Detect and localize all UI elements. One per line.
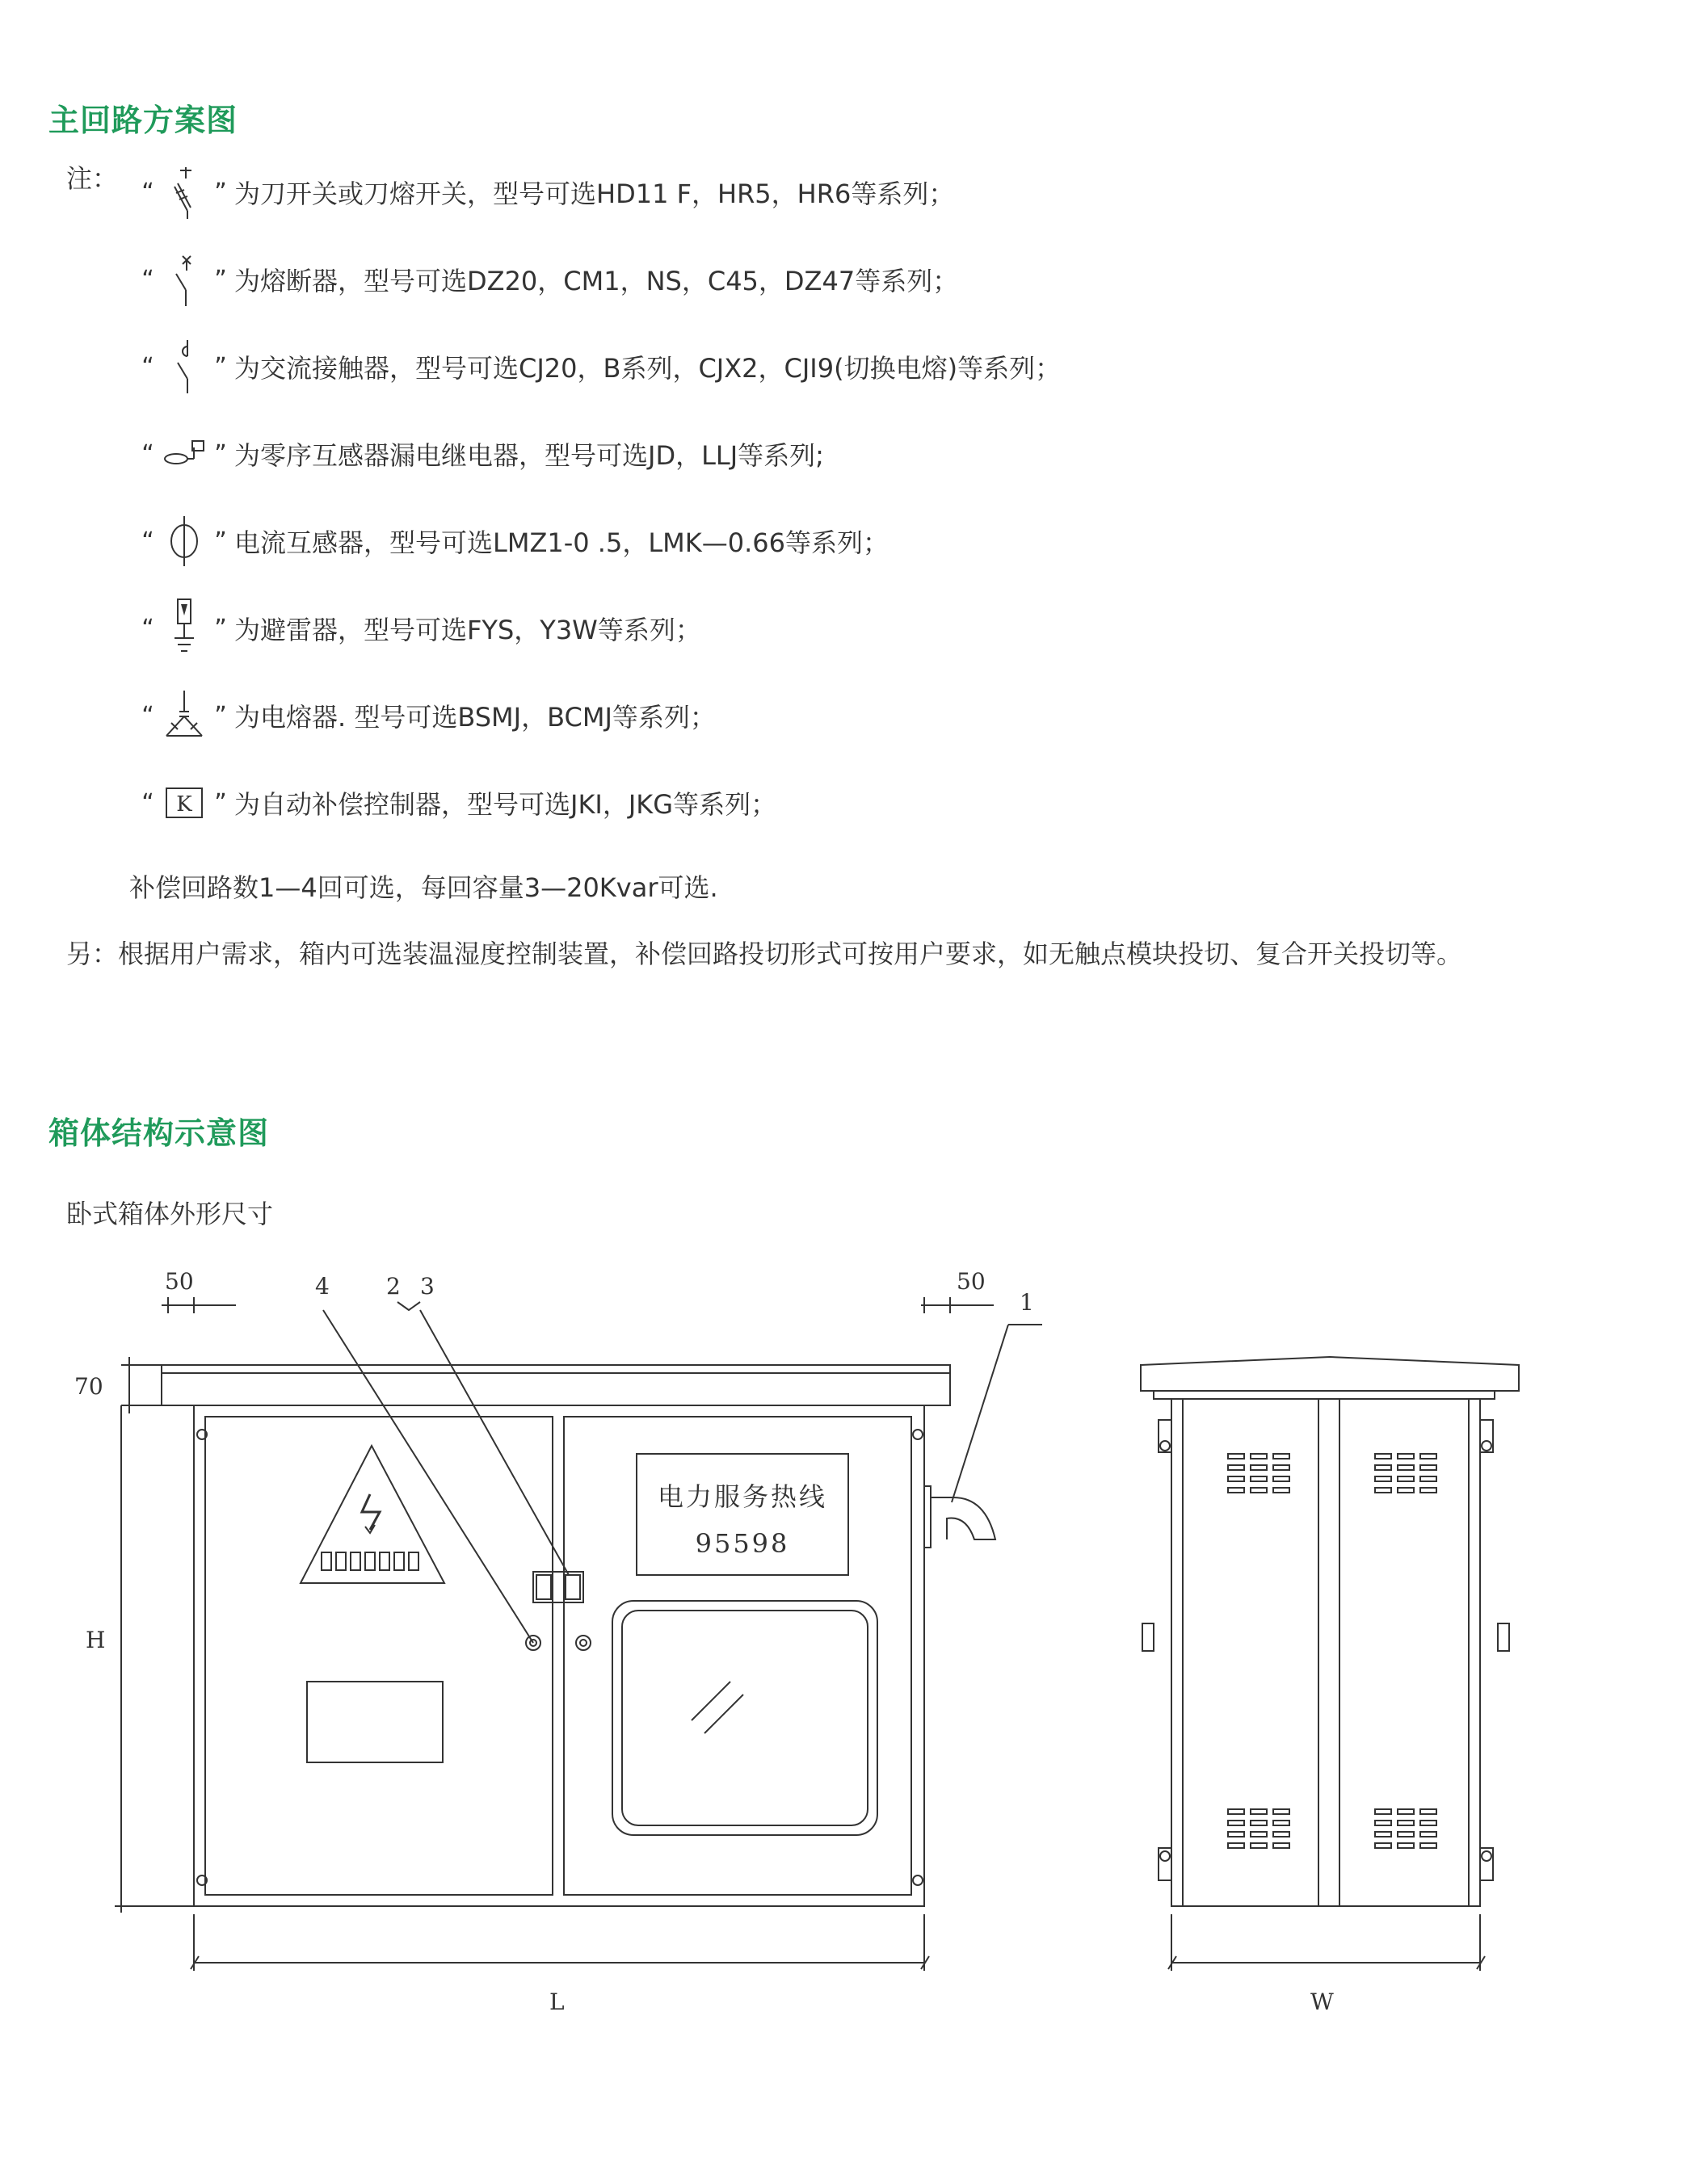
hotline-label: 电力服务热线 <box>657 1481 828 1512</box>
dim-label-w: W <box>1310 1989 1334 2015</box>
callout-leader-3 <box>420 1310 569 1575</box>
dim-label-h: H <box>86 1627 106 1653</box>
callout-number-2: 2 <box>386 1273 401 1300</box>
dim-label-50-left: 50 <box>165 1268 194 1295</box>
symbol-row-current-transformer: “ ” 电流互感器，型号可选LMZ1-0 .5，LMK—0.66等系列； <box>137 509 889 573</box>
dim-label-l: L <box>549 1989 565 2015</box>
callout-leader-1 <box>952 1325 1008 1502</box>
dim-label-70: 70 <box>74 1373 103 1400</box>
vent-louvers <box>1228 1454 1436 1848</box>
symbol-description: 为熔断器，型号可选DZ20，CM1，NS，C45，DZ47等系列； <box>234 266 959 296</box>
door-handle-right <box>566 1575 580 1599</box>
symbol-description: 为电熔器. 型号可选BSMJ，BCMJ等系列； <box>234 702 716 733</box>
section-title-box-structure: 箱体结构示意图 <box>48 1115 270 1151</box>
door-handle-left <box>536 1575 551 1599</box>
cabinet-body <box>194 1405 924 1906</box>
callout-number-3: 3 <box>420 1273 435 1300</box>
callout-leader-4 <box>323 1310 533 1643</box>
current-transformer-icon <box>158 509 210 573</box>
symbol-description: 为避雷器，型号可选FYS，Y3W等系列； <box>234 615 701 645</box>
symbol-row-arrester: “ ” 为避雷器，型号可选FYS，Y3W等系列； <box>137 596 701 661</box>
drawing-subtitle: 卧式箱体外形尺寸 <box>66 1199 274 1229</box>
symbol-description: 为刀开关或刀熔开关，型号可选HD11 F，HR5，HR6等系列； <box>234 178 955 209</box>
cabinet-roof <box>162 1365 950 1405</box>
symbol-row-knife-switch: “ ” 为刀开关或刀熔开关，型号可选HD11 F，HR5，HR6等系列； <box>137 160 954 225</box>
additional-note: 另：根据用户需求，箱内可选装温湿度控制装置，补偿回路投切形式可按用户要求，如无触点模块投切、复合开关投切等。 <box>66 939 1463 969</box>
note-label: 注： <box>66 163 119 194</box>
lock-icon <box>576 1636 591 1650</box>
lightning-arrester-icon <box>158 596 210 661</box>
symbol-description: 为交流接触器，型号可选CJ20，B系列，CJX2，CJI9(切换电熔)等系列； <box>234 353 1062 384</box>
fuse-icon <box>158 247 210 312</box>
symbol-row-zero-sequence: “ ” 为零序互感器漏电继电器，型号可选JD，LLJ等系列; <box>137 422 824 486</box>
symbol-row-contactor: “ ” 为交流接触器，型号可选CJ20，B系列，CJX2，CJI9(切换电熔)等系列； <box>137 334 1061 399</box>
symbol-description: 电流互感器，型号可选LMZ1-0 .5，LMK—0.66等系列； <box>234 527 889 558</box>
side-body <box>1171 1399 1480 1906</box>
viewing-window <box>612 1601 877 1835</box>
warning-label-boxes <box>322 1552 418 1570</box>
symbol-row-capacitor: “ ” 为电熔器. 型号可选BSMJ，BCMJ等系列； <box>137 683 716 748</box>
left-door <box>205 1417 553 1895</box>
contactor-icon <box>158 334 210 399</box>
zero-sequence-ct-icon <box>158 422 210 486</box>
knife-switch-icon <box>158 160 210 225</box>
section-title-main-circuit: 主回路方案图 <box>48 103 238 138</box>
cabinet-drawing <box>0 1252 1699 2043</box>
nameplate-box <box>307 1682 443 1762</box>
compensation-note: 补偿回路数1—4回可选，每回容量3—20Kvar可选. <box>129 872 718 903</box>
callout-number-1: 1 <box>1020 1289 1034 1316</box>
symbol-description: 为零序互感器漏电继电器，型号可选JD，LLJ等系列; <box>234 440 824 471</box>
symbol-row-controller: “ K ” 为自动补偿控制器，型号可选JKI，JKG等系列； <box>137 771 776 835</box>
capacitor-icon <box>158 683 210 748</box>
callout-number-4: 4 <box>315 1273 330 1300</box>
symbol-description: 为自动补偿控制器，型号可选JKI，JKG等系列； <box>234 789 777 820</box>
dim-label-50-right: 50 <box>957 1268 986 1295</box>
controller-k-letter: K <box>176 792 192 817</box>
controller-k-icon <box>158 771 210 835</box>
symbol-row-fuse: “ ” 为熔断器，型号可选DZ20，CM1，NS，C45，DZ47等系列； <box>137 247 958 312</box>
hotline-number: 95598 <box>695 1528 790 1559</box>
side-roof <box>1141 1357 1519 1391</box>
